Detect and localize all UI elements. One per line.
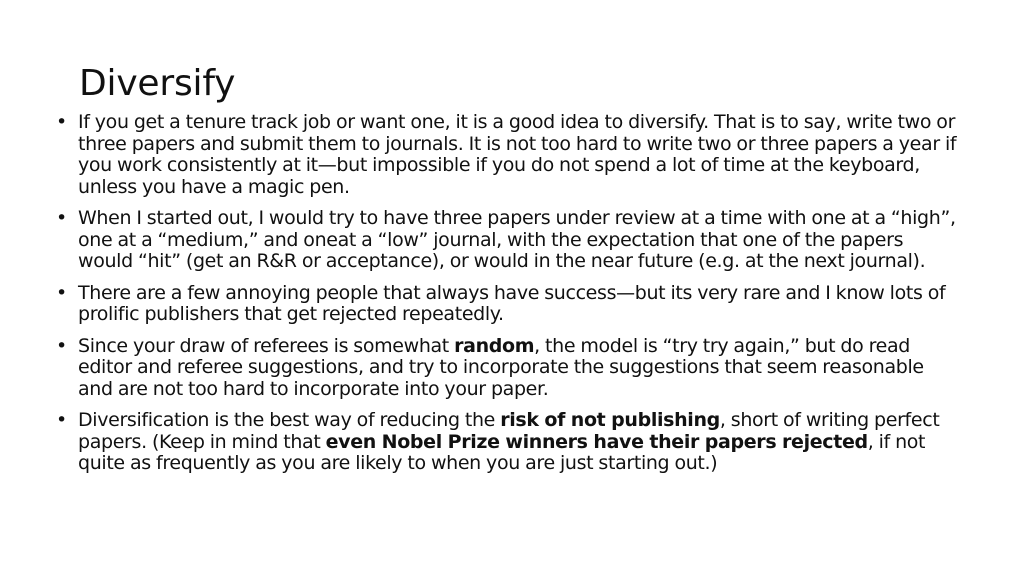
bullet-text: If you get a tenure track job or want one, it is a good idea to diversify. That is to say, write two or three papers and submit them to journals. It is not too hard to write two or three papers a year if you work consistently at it—but impossible if you do not spend a lot of time at the keyboard, unless you have a magic pen.	[78, 111, 957, 198]
slide-title: Diversify	[79, 63, 236, 104]
bullet-item-success-note	[56, 283, 962, 326]
bullet-icon: •	[56, 111, 67, 133]
emphasis-nobel: even Nobel Prize winners have their papers rejected	[325, 430, 868, 453]
bullet-text-part: , the model is “try try again,” but do read editor and referee suggestions, and try to incorporate the suggestions that seem reasonable and are not too hard to incorporate into your paper.	[78, 334, 924, 400]
bullet-text-part: Diversification is the best way of reducing the	[78, 409, 501, 431]
bullet-icon: •	[56, 409, 67, 431]
bullet-text-part: , short of writing perfect papers. (Keep in mind that	[78, 409, 940, 453]
emphasis-random: random	[454, 334, 535, 357]
bullet-item-diversification-risk	[56, 410, 962, 475]
emphasis-risk: risk of not publishing	[500, 409, 720, 431]
bullet-item-diversify	[56, 112, 962, 198]
bullet-item-referee-randomness	[56, 336, 962, 401]
bullet-icon: •	[56, 281, 67, 304]
bullet-text: There are a few annoying people that always have success—but its very rare and I know lots of prolific publishers that get rejected repeatedly.	[78, 281, 946, 325]
bullet-text: When I started out, I would try to have three papers under review at a time with one at a “high”, one at a “medium,” and oneat a “low” journal, with the expectation that one of the papers would “hit” (get an R&R or acceptance), or would in the near future (e.g. at the next journal).	[78, 207, 956, 272]
bullet-list	[56, 112, 962, 485]
bullet-item-review-strategy	[56, 208, 962, 273]
bullet-text-part: Since your draw of referees is somewhat	[78, 334, 455, 357]
bullet-icon: •	[56, 334, 67, 357]
bullet-icon: •	[56, 207, 67, 229]
bullet-text-part: , if not quite as frequently as you are likely to when you are just starting out.)	[78, 430, 926, 474]
